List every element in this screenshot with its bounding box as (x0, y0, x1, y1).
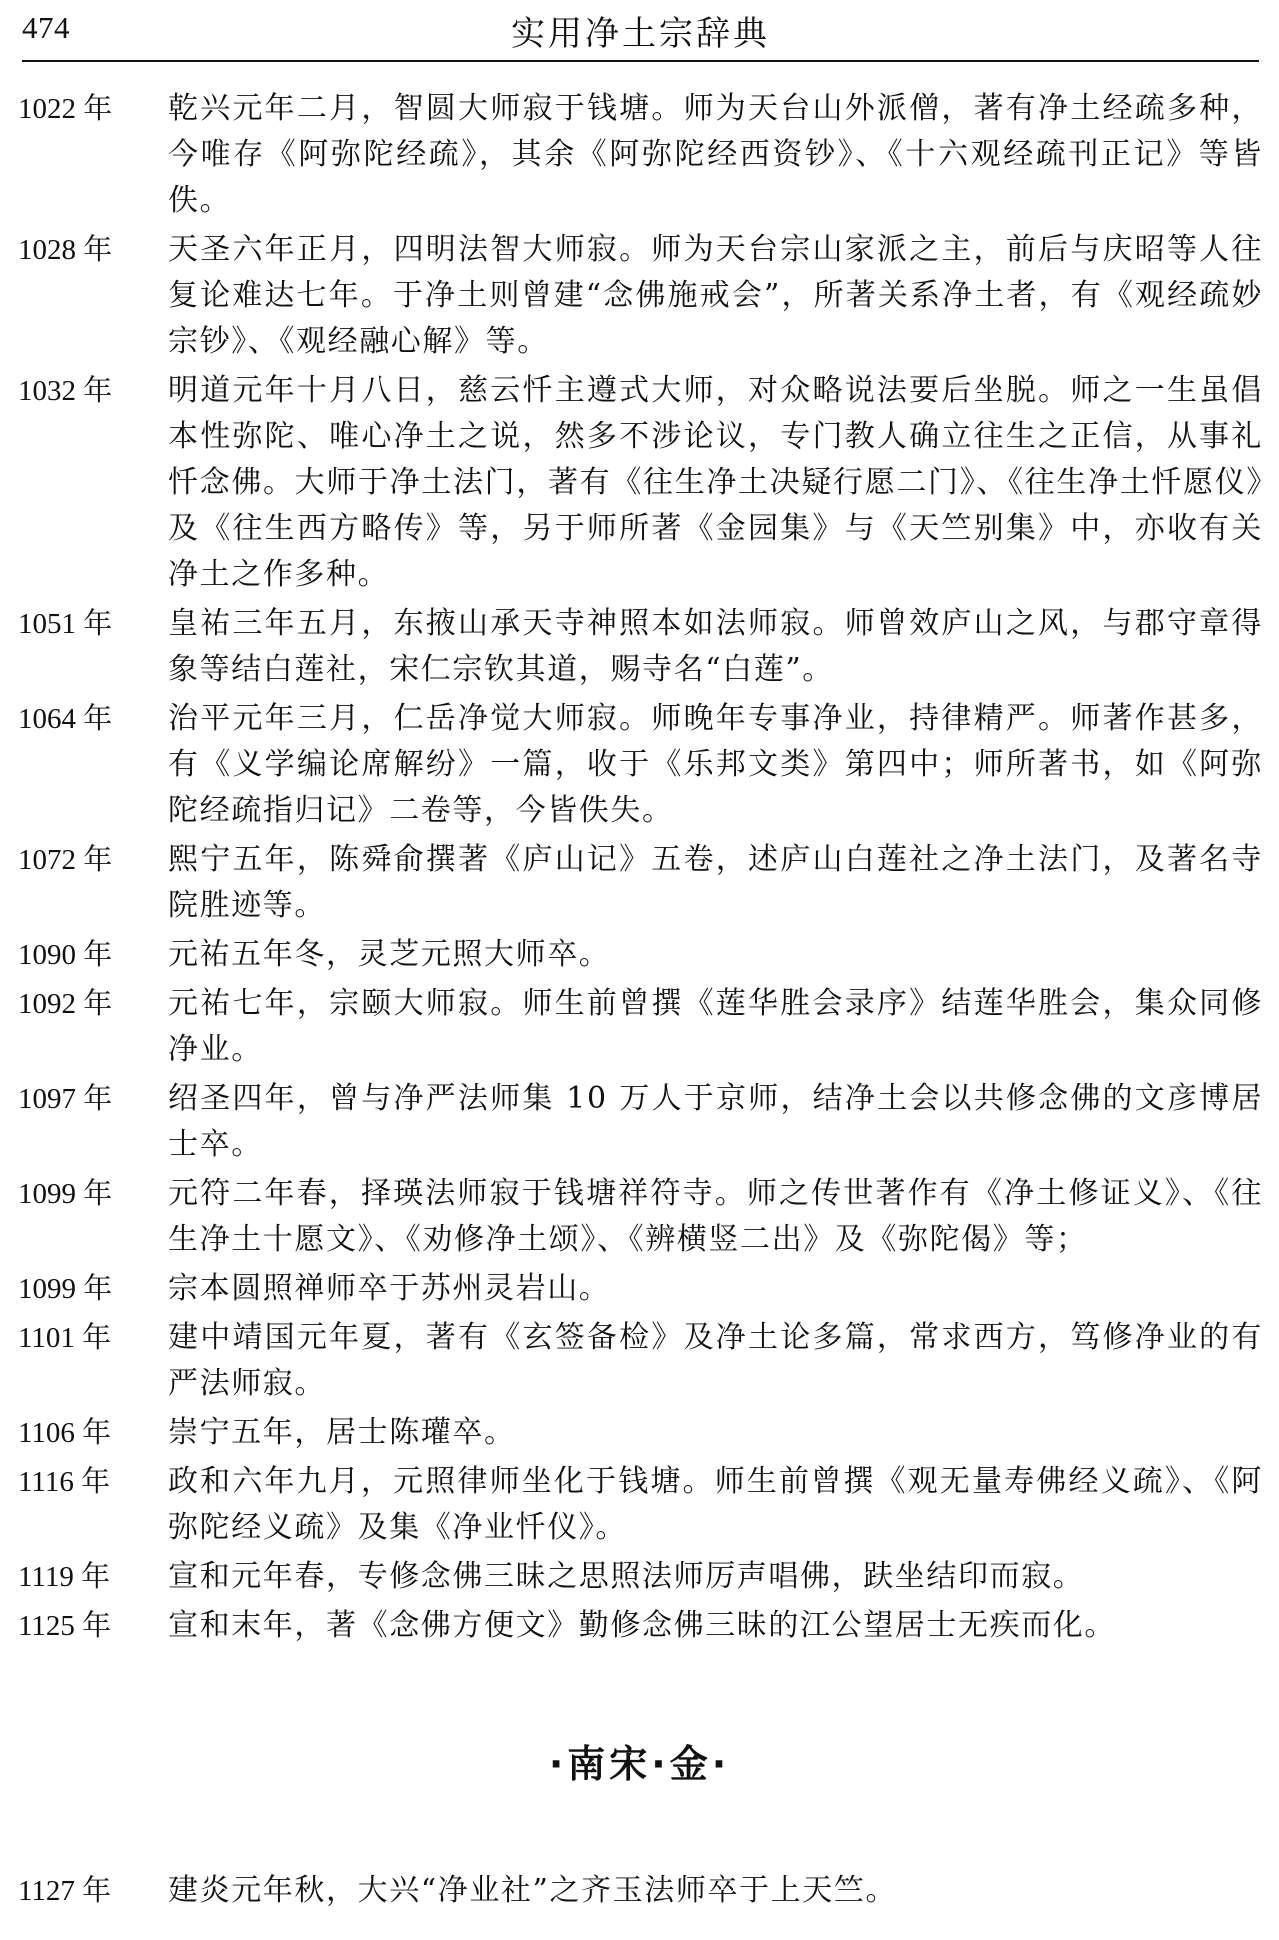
entry-text: 崇宁五年，居士陈瓘卒。 (168, 1415, 516, 1450)
entry-text: 宣和末年，著《念佛方便文》勤修念佛三昧的江公望居士无疾而化。 (168, 1608, 1116, 1643)
section-chronology-list (18, 1868, 1263, 1917)
chronology-entry (18, 86, 1263, 224)
chronology-entry (18, 1171, 1263, 1263)
chronology-entry (18, 1459, 1263, 1551)
entry-text: 绍圣四年，曾与净严法师集 10 万人于京师，结净土会以共修念佛的文彦博居士卒。 (168, 1081, 1263, 1162)
entry-year: 1097 年 (18, 1083, 113, 1115)
chronology-entry (18, 1410, 1263, 1456)
entry-year: 1028 年 (18, 234, 113, 266)
chronology-entry (18, 368, 1263, 598)
entry-year: 1099 年 (18, 1273, 113, 1305)
chronology-entry (18, 1554, 1263, 1600)
entry-year: 1090 年 (18, 939, 113, 971)
entry-year: 1064 年 (18, 703, 113, 735)
chronology-entry (18, 1266, 1263, 1312)
entry-year: 1116 年 (18, 1466, 111, 1498)
chronology-entry (18, 932, 1263, 978)
entry-text: 熙宁五年，陈舜俞撰著《庐山记》五卷，述庐山白莲社之净土法门，及著名寺院胜迹等。 (168, 842, 1263, 923)
entry-text: 政和六年九月，元照律师坐化于钱塘。师生前曾撰《观无量寿佛经义疏》、《阿弥陀经义疏》及集《净业忏仪》。 (168, 1464, 1263, 1545)
entry-text: 元祐五年冬，灵芝元照大师卒。 (168, 937, 611, 972)
entry-text: 明道元年十月八日，慈云忏主遵式大师，对众略说法要后坐脱。师之一生虽倡本性弥陀、唯心净土之说，然多不涉论议，专门教人确立往生之正信，从事礼忏念佛。大师于净土法门，著有《往生净土决疑行愿二门》、《往生净土忏愿仪》及《往生西方略传》等，另于师所著《金园集》与《天竺别集》中，亦收有关净土之作多种。 (168, 373, 1263, 592)
entry-year: 1022 年 (18, 93, 113, 125)
entry-year: 1051 年 (18, 608, 113, 640)
page-number: 474 (22, 10, 70, 45)
chronology-entry (18, 1315, 1263, 1407)
entry-year: 1099 年 (18, 1178, 113, 1210)
entry-text: 元祐七年，宗颐大师寂。师生前曾撰《莲华胜会录序》结莲华胜会，集众同修净业。 (168, 986, 1263, 1067)
entry-year: 1119 年 (18, 1561, 111, 1593)
entry-text: 治平元年三月，仁岳净觉大师寂。师晚年专事净业，持律精严。师著作甚多，有《义学编论席解纷》一篇，收于《乐邦文类》第四中；师所著书，如《阿弥陀经疏指归记》二卷等，今皆佚失。 (168, 701, 1263, 828)
page-header (22, 6, 1259, 58)
entry-text: 建中靖国元年夏，著有《玄签备检》及净土论多篇，常求西方，笃修净业的有严法师寂。 (168, 1320, 1263, 1401)
running-title: 实用净土宗辞典 (511, 14, 770, 54)
chronology-entry (18, 1868, 1263, 1914)
chronology-entry (18, 837, 1263, 929)
chronology-entry (18, 1076, 1263, 1168)
header-rule (22, 60, 1259, 62)
entry-text: 乾兴元年二月，智圆大师寂于钱塘。师为天台山外派僧，著有净土经疏多种，今唯存《阿弥陀经疏》，其余《阿弥陀经西资钞》、《十六观经疏刊正记》等皆佚。 (168, 91, 1263, 218)
entry-text: 宗本圆照禅师卒于苏州灵岩山。 (168, 1271, 611, 1306)
chronology-list (18, 86, 1263, 1652)
chronology-entry (18, 1603, 1263, 1649)
entry-text: 皇祐三年五月，东掖山承天寺神照本如法师寂。师曾效庐山之风，与郡守章得象等结白莲社，宋仁宗钦其道，赐寺名“白莲”。 (168, 606, 1263, 687)
entry-year: 1106 年 (18, 1417, 112, 1449)
entry-year: 1127 年 (18, 1875, 112, 1907)
chronology-entry (18, 696, 1263, 834)
entry-text: 建炎元年秋，大兴“净业社”之齐玉法师卒于上天竺。 (168, 1873, 898, 1908)
chronology-entry (18, 981, 1263, 1073)
entry-year: 1125 年 (18, 1610, 112, 1642)
entry-text: 天圣六年正月，四明法智大师寂。师为天台宗山家派之主，前后与庆昭等人往复论难达七年。于净土则曾建“念佛施戒会”，所著关系净土者，有《观经疏妙宗钞》、《观经融心解》等。 (168, 232, 1263, 359)
entry-text: 宣和元年春，专修念佛三昧之思照法师厉声唱佛，趺坐结印而寂。 (168, 1559, 1085, 1594)
entry-year: 1072 年 (18, 844, 113, 876)
entry-year: 1101 年 (18, 1322, 112, 1354)
section-heading: ·南宋·金· (548, 1742, 731, 1786)
entry-text: 元符二年春，择瑛法师寂于钱塘祥符寺。师之传世著作有《净土修证义》、《往生净土十愿文》、《劝修净土颂》、《辨横竖二出》及《弥陀偈》等； (168, 1176, 1263, 1257)
chronology-entry (18, 601, 1263, 693)
entry-year: 1032 年 (18, 375, 113, 407)
chronology-entry (18, 227, 1263, 365)
entry-year: 1092 年 (18, 988, 113, 1020)
